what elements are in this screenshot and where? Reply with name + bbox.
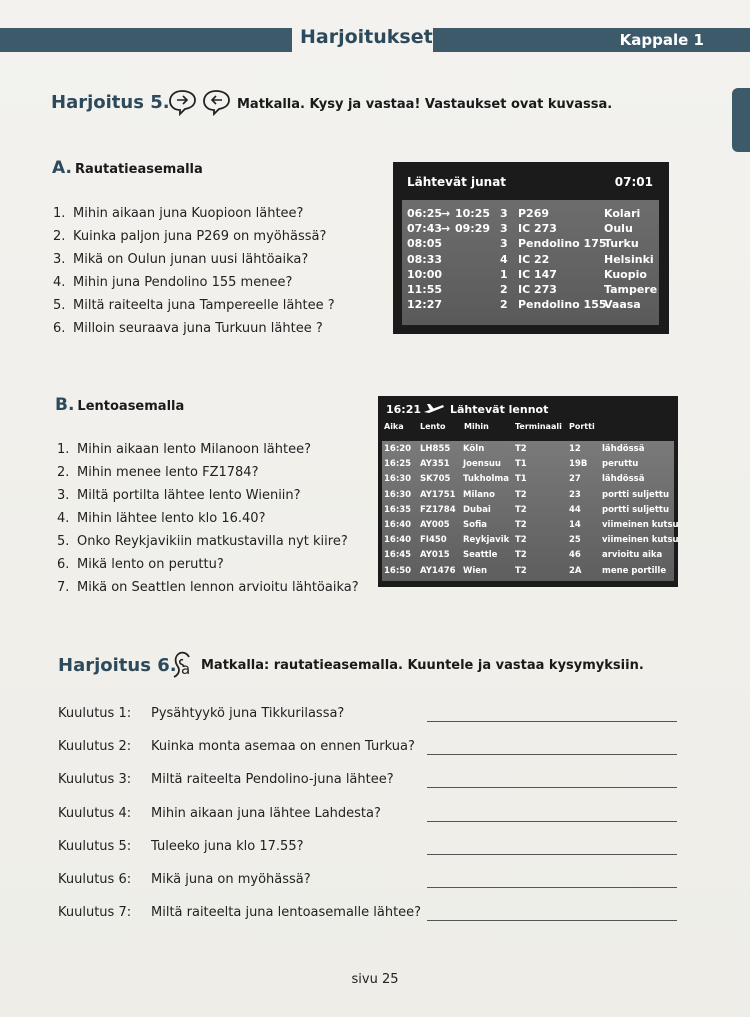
- flight-row: [382, 548, 674, 563]
- exercise-6-instruction: Matkalla: rautatieasemalla. Kuuntele ja vastaa kysymyksiin.: [201, 658, 644, 673]
- train-id: IC 147: [518, 267, 557, 281]
- answer-line: [427, 821, 677, 822]
- announcement-question: Miltä raiteelta juna lentoasemalle lähtee?: [151, 905, 422, 921]
- flight-row: [382, 564, 674, 579]
- flight-col-time: Aika: [384, 422, 404, 431]
- flight-gate: 14: [569, 520, 581, 530]
- flight-gate: 25: [569, 535, 581, 546]
- flight-status: mene portille: [602, 565, 667, 576]
- question-item: [57, 530, 359, 553]
- flight-gate: 46: [569, 550, 581, 561]
- train-time: 10:00: [407, 267, 443, 281]
- announcement-question: Tuleeko juna klo 17.55?: [151, 838, 304, 854]
- question-item: [57, 553, 359, 576]
- arrow-right-icon: →: [441, 207, 451, 220]
- train-track: 3: [500, 207, 508, 220]
- question-item: [53, 202, 335, 225]
- chapter-label: Kappale 1: [619, 31, 704, 49]
- question-item: [57, 576, 359, 599]
- arrow-right-icon: →: [441, 222, 451, 236]
- train-board-rows: [402, 200, 659, 325]
- flight-row: [382, 518, 679, 533]
- question-text: Mihin aikaan juna Kuopioon lähtee?: [73, 206, 304, 221]
- train-time: 08:33: [407, 252, 443, 266]
- train-id: IC 22: [518, 252, 550, 266]
- announcement-question: Pysähtyykö juna Tikkurilassa?: [151, 706, 345, 721]
- train-time: 11:55: [407, 283, 443, 296]
- flight-row: [382, 503, 674, 518]
- flight-destination: Seattle: [463, 550, 498, 561]
- announcement-question: Mikä juna on myöhässä?: [151, 872, 311, 887]
- flight-row: [382, 472, 674, 487]
- airplane-icon: [423, 403, 445, 415]
- train-id: P269: [518, 207, 550, 220]
- flight-status: portti suljettu: [602, 504, 669, 515]
- flight-terminal: T1: [515, 474, 527, 485]
- speech-bubbles-icon: [168, 88, 232, 116]
- train-destination: Tampere: [604, 283, 658, 296]
- question-item: [57, 507, 359, 530]
- train-id: IC 273: [518, 283, 557, 296]
- question-number: 6.: [53, 321, 66, 336]
- train-time: 12:27: [407, 298, 443, 312]
- train-board-header: [393, 162, 669, 200]
- announcement-question: Kuinka monta asemaa on ennen Turkua?: [151, 739, 415, 755]
- train-time: 08:05: [407, 237, 443, 251]
- page-number: sivu 25: [351, 972, 399, 987]
- train-board-clock: 07:01: [614, 175, 653, 189]
- answer-line: [427, 887, 677, 888]
- train-new-time: 09:29: [455, 222, 491, 236]
- flight-time: 16:30: [384, 489, 412, 500]
- flight-status: portti suljettu: [602, 489, 669, 500]
- question-number: 7.: [57, 580, 70, 595]
- question-number: 2.: [57, 465, 70, 480]
- flight-gate: 23: [569, 489, 581, 500]
- section-b-title: [55, 395, 184, 415]
- train-destination: Oulu: [604, 222, 633, 236]
- flight-time: 16:50: [384, 565, 412, 576]
- answer-line: [427, 854, 677, 855]
- flight-status: viimeinen kutsu: [602, 535, 679, 546]
- question-item: [53, 225, 335, 248]
- answer-line: [427, 787, 677, 788]
- train-track: 3: [500, 237, 508, 251]
- flight-terminal: T1: [515, 459, 527, 470]
- question-number: 4.: [57, 511, 70, 526]
- question-number: 5.: [57, 534, 70, 549]
- train-id: IC 273: [518, 222, 557, 236]
- section-b-title-text: Lentoasemalla: [77, 399, 185, 414]
- flight-number: FI450: [420, 535, 447, 546]
- question-item: [53, 271, 335, 294]
- header-band-right: [433, 28, 750, 52]
- question-text: Onko Reykjavikiin matkustavilla nyt kiire?: [77, 534, 348, 549]
- question-text: Mikä lento on peruttu?: [77, 557, 224, 572]
- flight-time: 16:40: [384, 535, 412, 546]
- train-row: [402, 267, 659, 282]
- train-row: [402, 282, 659, 297]
- announcement-label: Kuulutus 5:: [58, 838, 132, 854]
- svg-text:a: a: [181, 660, 191, 678]
- question-item: [57, 484, 359, 507]
- flight-destination: Wien: [463, 565, 488, 576]
- flight-destination: Milano: [463, 489, 495, 500]
- question-item: [53, 294, 335, 317]
- question-item: [57, 461, 359, 484]
- flight-gate: 27: [569, 474, 581, 485]
- answer-line: [427, 754, 677, 755]
- question-number: 6.: [57, 557, 70, 572]
- announcement-question: Mihin aikaan juna lähtee Lahdesta?: [151, 805, 381, 821]
- flight-terminal: T2: [515, 550, 527, 561]
- question-item: [53, 248, 335, 271]
- train-new-time: 10:25: [455, 207, 491, 220]
- flight-row: [382, 457, 674, 472]
- flight-row: [382, 533, 679, 548]
- flight-destination: Joensuu: [463, 459, 501, 470]
- exercise-5-title: Harjoitus 5.: [51, 92, 170, 113]
- train-id: Pendolino 155: [518, 298, 607, 312]
- exercise-5-instruction: Matkalla. Kysy ja vastaa! Vastaukset ovat kuvassa.: [237, 97, 613, 112]
- flight-board-rows: [382, 441, 679, 581]
- question-text: Mikä on Seattlen lennon arvioitu lähtöaika?: [77, 580, 359, 595]
- answer-line: [427, 721, 677, 722]
- section-a-letter: A.: [52, 158, 72, 178]
- question-number: 1.: [57, 442, 70, 457]
- flight-terminal: T2: [515, 504, 527, 515]
- train-departure-board: [393, 162, 669, 334]
- flight-col-destination: Mihin: [464, 422, 489, 431]
- flight-terminal: T2: [515, 535, 527, 546]
- answer-line: [427, 920, 677, 921]
- announcement-label: Kuulutus 3:: [58, 772, 132, 788]
- question-text: Mihin aikaan lento Milanoon lähtee?: [77, 442, 311, 457]
- train-row: [402, 221, 659, 236]
- section-a-questions: [53, 202, 335, 340]
- flight-number: AY015: [420, 550, 450, 561]
- flight-number: SK705: [420, 474, 451, 485]
- announcement-row: [58, 839, 678, 859]
- question-number: 4.: [53, 275, 66, 290]
- announcement-row: [58, 739, 678, 759]
- flight-destination: Tukholma: [463, 474, 509, 485]
- flight-number: FZ1784: [420, 504, 456, 515]
- question-text: Milloin seuraava juna Turkuun lähtee ?: [73, 321, 323, 336]
- listening-ear-icon: [171, 650, 195, 680]
- train-row: [402, 206, 659, 221]
- flight-number: LH855: [420, 444, 451, 454]
- flight-time: 16:35: [384, 504, 412, 515]
- flight-destination: Köln: [463, 444, 485, 454]
- train-id: Pendolino 175: [518, 237, 607, 251]
- train-time: 06:25: [407, 207, 443, 220]
- train-destination: Kolari: [604, 207, 641, 220]
- flight-terminal: T2: [515, 489, 527, 500]
- train-track: 4: [500, 252, 508, 266]
- flight-status: peruttu: [602, 459, 639, 470]
- flight-col-gate: Portti: [569, 422, 595, 431]
- train-row: [402, 252, 659, 267]
- flight-departure-board: [378, 396, 678, 587]
- section-b-letter: B.: [55, 395, 75, 415]
- flight-board-title: Lähtevät lennot: [450, 403, 549, 416]
- announcement-label: Kuulutus 4:: [58, 805, 132, 821]
- train-track: 2: [500, 298, 508, 312]
- flight-board-header: [378, 396, 678, 438]
- train-row: [402, 297, 659, 312]
- flight-time: 16:20: [384, 444, 412, 454]
- flight-number: AY1751: [420, 489, 456, 500]
- question-item: [53, 317, 335, 340]
- flight-terminal: T2: [515, 444, 527, 454]
- section-a-title-text: Rautatieasemalla: [74, 162, 203, 177]
- train-time: 07:43: [407, 222, 443, 236]
- question-text: Kuinka paljon juna P269 on myöhässä?: [73, 229, 327, 244]
- page-header-title: Harjoitukset: [300, 26, 433, 48]
- announcement-row: [58, 806, 678, 826]
- flight-terminal: T2: [515, 565, 527, 576]
- train-track: 1: [500, 267, 508, 281]
- question-number: 3.: [53, 252, 66, 267]
- train-board-title: Lähtevät junat: [407, 175, 507, 189]
- flight-terminal: T2: [515, 520, 527, 530]
- train-destination: Vaasa: [604, 298, 641, 312]
- flight-gate: 19B: [569, 459, 588, 470]
- question-number: 5.: [53, 298, 66, 313]
- announcement-label: Kuulutus 6:: [58, 872, 132, 887]
- train-track: 2: [500, 283, 508, 296]
- question-number: 3.: [57, 488, 70, 503]
- question-number: 1.: [53, 206, 66, 221]
- flight-time: 16:40: [384, 520, 412, 530]
- flight-number: AY005: [420, 520, 450, 530]
- flight-col-terminal: Terminaali: [515, 422, 562, 431]
- flight-row: [382, 442, 674, 457]
- flight-destination: Sofia: [463, 520, 487, 530]
- flight-row: [382, 488, 674, 503]
- question-text: Mihin menee lento FZ1784?: [77, 465, 259, 480]
- question-item: [57, 438, 359, 461]
- flight-destination: Reykjavik: [463, 535, 510, 546]
- train-row: [402, 236, 659, 251]
- section-b-questions: [57, 438, 359, 599]
- question-text: Mihin juna Pendolino 155 menee?: [73, 275, 293, 290]
- flight-status: lähdössä: [602, 474, 645, 485]
- announcement-question: Miltä raiteelta Pendolino-juna lähtee?: [151, 772, 394, 788]
- flight-col-flight: Lento: [420, 422, 446, 431]
- announcement-label: Kuulutus 1:: [58, 706, 132, 721]
- flight-time: 16:45: [384, 550, 412, 561]
- flight-destination: Dubai: [463, 504, 491, 515]
- flight-status: viimeinen kutsu: [602, 520, 679, 530]
- flight-number: AY351: [420, 459, 450, 470]
- question-text: Mikä on Oulun junan uusi lähtöaika?: [73, 252, 309, 267]
- announcement-label: Kuulutus 2:: [58, 739, 132, 755]
- section-a-title: [52, 158, 203, 178]
- question-text: Miltä raiteelta juna Tampereelle lähtee ?: [73, 298, 335, 313]
- flight-gate: 2A: [569, 565, 582, 576]
- question-number: 2.: [53, 229, 66, 244]
- header-band-left: [0, 28, 292, 52]
- flight-gate: 44: [569, 504, 581, 515]
- flight-time: 16:30: [384, 474, 412, 485]
- flight-gate: 12: [569, 444, 581, 454]
- page-edge-tab: [732, 88, 750, 152]
- train-track: 3: [500, 222, 508, 236]
- announcement-label: Kuulutus 7:: [58, 905, 132, 921]
- exercise-6-title: Harjoitus 6.: [58, 655, 177, 676]
- announcement-row: [58, 706, 678, 726]
- announcement-row: [58, 905, 678, 925]
- announcement-row: [58, 872, 678, 892]
- flight-number: AY1476: [420, 565, 456, 576]
- flight-time: 16:25: [384, 459, 412, 470]
- train-destination: Turku: [604, 237, 639, 251]
- flight-board-clock: 16:21: [386, 403, 422, 416]
- train-destination: Kuopio: [604, 267, 647, 281]
- question-text: Miltä portilta lähtee lento Wieniin?: [77, 488, 301, 503]
- flight-status: arvioitu aika: [602, 550, 663, 561]
- question-text: Mihin lähtee lento klo 16.40?: [77, 511, 266, 526]
- flight-status: lähdössä: [602, 444, 645, 454]
- announcement-row: [58, 772, 678, 792]
- train-destination: Helsinki: [604, 252, 654, 266]
